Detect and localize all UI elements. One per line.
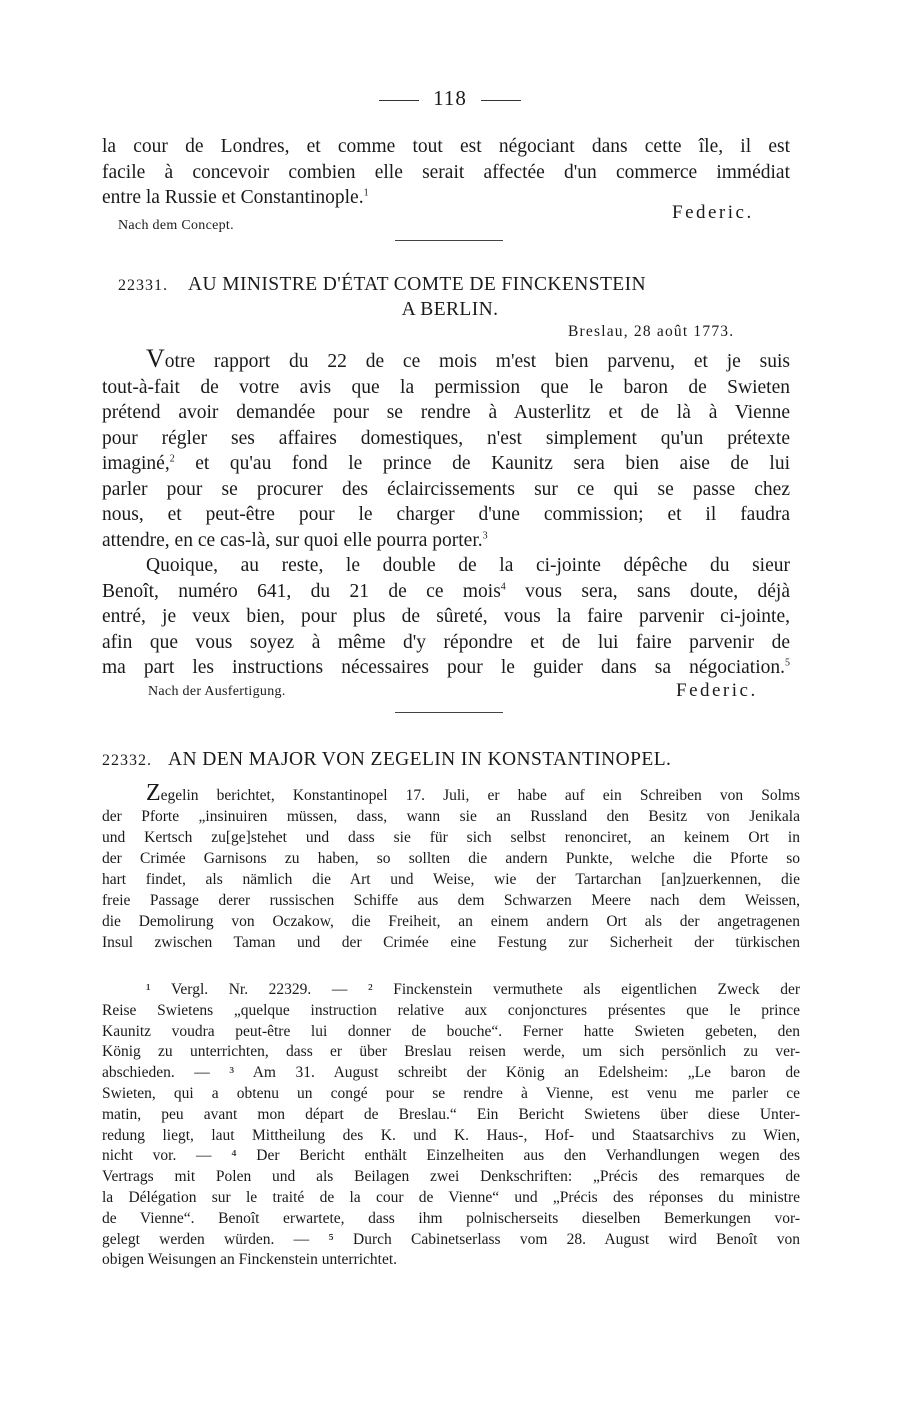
text-line: ma part les instructions nécessaires pour le guider dans sa négociation.$^5$: [102, 657, 790, 678]
text-line: hart findet, als nämlich die Art und Weise, wie der Tartarchan [an]zuerkennen, die: [102, 871, 800, 888]
initial-letter: V: [146, 344, 165, 373]
footnote-line: nicht vor. — ⁴ Der Bericht enthält Einzelheiten aus den Verhandlungen wegen des: [102, 1147, 800, 1165]
heading-line: AN DEN MAJOR VON ZEGELIN IN KONSTANTINOPEL.: [168, 749, 672, 770]
dash-rule: [379, 100, 419, 101]
text-line: der Crimée Garnisons zu haben, so sollten die andern Punkte, welche die Pforte so: [102, 850, 800, 867]
text-line: Quoique, au reste, le double de la ci-jointe dépêche du sieur: [146, 555, 790, 576]
footnote-ref: 2: [169, 453, 175, 465]
footnote-line: obigen Weisungen an Finckenstein unterrichtet.: [102, 1251, 398, 1269]
footnote-ref: 5: [785, 657, 790, 669]
heading-line: A BERLIN.: [401, 299, 499, 320]
text-line: tout-à-fait de votre avis que la permission que le baron de Swieten: [102, 376, 790, 398]
source-note: Nach dem Concept.: [118, 218, 234, 233]
signature: Federic.: [672, 202, 754, 223]
text-line: facile à concevoir combien elle serait affectée d'un commerce immédiat: [102, 161, 790, 183]
text-line: parler pour se procurer des éclaircissements sur ce qui se passe chez: [102, 478, 790, 500]
text-line: entré, je veux bien, pour plus de sûreté, vous la faire parvenir ci-jointe,: [102, 606, 790, 627]
text-line: prétend avoir demandée pour se rendre à Austerlitz et de là à Vienne: [102, 402, 790, 423]
continuation-text: [102, 134, 790, 211]
text-line: freie Passage derer russischen Schiffe aus dem Schwarzen Meere nach dem Weissen,: [102, 892, 800, 909]
footnote-line: König zu unterrichten, dass er über Breslau reisen werde, um sich persönlich zu ver-: [102, 1043, 800, 1061]
text-line: und Kertsch zu[ge]stehet und dass sie für sich selbst renonciret, an keinem Ort in: [102, 829, 800, 846]
footnote-line: abschieden. — ³ Am 31. August schreibt der König an Edelsheim: „Le baron de: [102, 1064, 800, 1082]
footnote-line: redung liegt, laut Mittheilung des K. und K. Haus-, Hof- und Staatsarchivs zu Wien,: [102, 1126, 800, 1144]
footnote-line: Swieten, qui a obtenu un congé pour se rendre à Vienne, est venu me parler ce: [102, 1084, 800, 1102]
footnote-line: gelegt werden würden. — ⁵ Durch Cabinetserlass vom 28. August wird Benoît von: [102, 1230, 800, 1248]
footnote-line: la Délégation sur le traité de la cour de Vienne“ und „Précis des réponses du ministre: [102, 1188, 800, 1206]
text-line: Zegelin berichtet, Konstantinopel 17. Juli, er habe auf ein Schreiben von Solms: [146, 780, 800, 806]
section-divider: [395, 712, 503, 713]
dash-rule: [481, 100, 521, 101]
footnote-ref: 4: [500, 581, 506, 592]
text-line: attendre, en ce cas-là, sur quoi elle pourra porter.$^3$: [102, 529, 488, 551]
text-line: afin que vous soyez à même d'y répondre et de lui faire parvenir de: [102, 631, 790, 653]
letter-number: 22331.: [118, 277, 168, 294]
letter-summary: [102, 780, 800, 953]
letter-number: 22332.: [102, 752, 152, 769]
footnote-line: Reise Swietens „quelque instruction relative aux conjonctures présentes que le prince: [102, 1001, 800, 1019]
letter-heading: [118, 274, 778, 296]
initial-letter: Z: [146, 780, 161, 806]
footnote-line: matin, peu avant mon départ de Breslau.“ Ein Bericht Swietens über diese Unter-: [102, 1105, 800, 1123]
footnotes: [102, 980, 800, 1271]
text-line: der Pforte „insinuiren müssen, dass, wann sie an Russland den Besitz von Jenikala: [102, 808, 800, 825]
heading-line: AU MINISTRE D'ÉTAT COMTE DE FINCKENSTEIN: [188, 274, 646, 295]
footnote-line: ¹ Vergl. Nr. 22329. — ² Finckenstein vermuthete als eigentlichen Zweck der: [146, 981, 800, 998]
text-line: Insul zwischen Taman und der Crimée eine Festung zur Sicherheit der türkischen: [102, 934, 800, 951]
text-line: la cour de Londres, et comme tout est négociant dans cette île, il est: [102, 136, 790, 157]
text-line: Benoît, numéro 641, du 21 de ce mois$^4$ vous sera, sans doute, déjà: [102, 580, 791, 602]
section-divider: [395, 240, 503, 241]
letter-body: [102, 346, 790, 681]
signature: Federic.: [676, 680, 758, 701]
text-line: nous, et peut-être pour le charger d'une commission; et il faudra: [102, 504, 790, 525]
letter-heading: [102, 749, 802, 771]
text-line: Votre rapport du 22 de ce mois m'est bien parvenu, et je suis: [146, 344, 790, 373]
footnote-line: de Vienne“. Benoît erwartete, dass ihm polnischerseits dieselben Bemerkungen vor-: [102, 1209, 800, 1227]
source-note: Nach der Ausfertigung.: [148, 684, 286, 699]
text-line: pour régler ses affaires domestiques, n'est simplement qu'un prétexte: [102, 427, 790, 449]
text-line: entre la Russie et Constantinople.$^1$: [102, 187, 369, 208]
footnote-line: Vertrags mit Polen und als Beilagen zwei Denkschriften: „Précis des remarques de: [102, 1168, 800, 1186]
footnote-ref: 1: [363, 187, 369, 199]
footnote-ref: 3: [482, 530, 488, 541]
text-line: die Demolirung von Oczakow, die Freiheit, an einem andern Ort als der angetragenen: [102, 913, 800, 930]
text-line: imaginé,$^2$ et qu'au fond le prince de Kaunitz sera bien aise de lui: [102, 453, 790, 474]
page-number: 118: [0, 86, 900, 111]
footnote-line: Kaunitz voudra peut-être lui donner de bouche“. Ferner hatte Swieten gebeten, den: [102, 1022, 800, 1040]
dateline: Breslau, 28 août 1773.: [568, 323, 735, 340]
